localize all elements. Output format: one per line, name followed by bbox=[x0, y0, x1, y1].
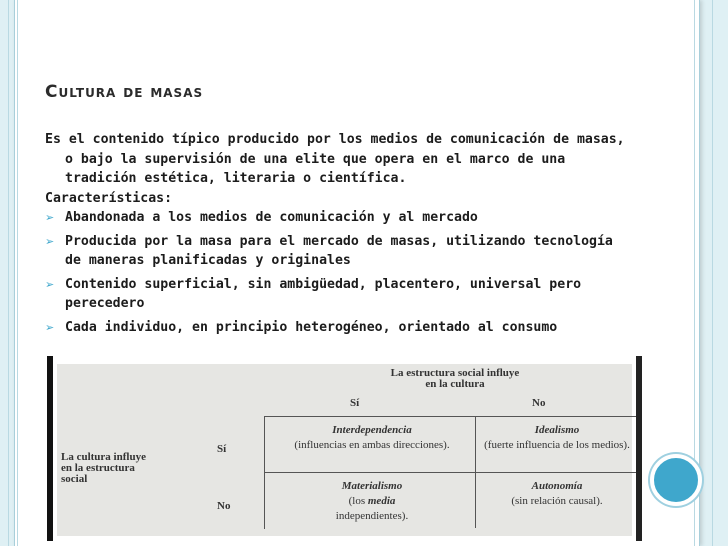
cell-interdependencia: Interdependencia (influencias en ambas direcciones). bbox=[294, 424, 450, 451]
intro-paragraph: Es el contenido típico producido por los medios de comunicación de masas, o bajo la supervisión de una elite que opera en el marco de una tradición estética, literaria o científica. bbox=[45, 132, 625, 186]
decorative-line bbox=[712, 0, 713, 546]
cell-materialismo: Materialismo (los media independientes). bbox=[335, 480, 409, 522]
arrow-bullet-icon: ➢ bbox=[45, 320, 55, 334]
figure-grid-line bbox=[264, 472, 638, 473]
slide-body bbox=[45, 130, 625, 341]
decorative-circle bbox=[650, 454, 702, 506]
decorative-line bbox=[8, 0, 9, 546]
list-item: ➢ Abandonada a los medios de comunicación y al mercado bbox=[45, 208, 625, 228]
arrow-bullet-icon: ➢ bbox=[45, 234, 55, 248]
list-item: ➢ Contenido superficial, sin ambigüedad, placentero, universal pero perecedero bbox=[45, 276, 582, 311]
decorative-line bbox=[17, 0, 18, 546]
arrow-bullet-icon: ➢ bbox=[45, 277, 55, 291]
scanned-table-figure bbox=[47, 356, 642, 541]
figure-content bbox=[57, 364, 632, 536]
row-header-si: Sí bbox=[217, 443, 227, 455]
bullet-list bbox=[45, 208, 625, 337]
cell-autonomia: Autonomía (sin relación causal). bbox=[511, 480, 603, 507]
column-header-no: No bbox=[532, 397, 546, 409]
arrow-bullet-icon: ➢ bbox=[45, 211, 55, 224]
list-item: ➢ Cada individuo, en principio heterogéneo, orientado al consumo bbox=[45, 318, 625, 338]
list-item: ➢ Producida por la masa para el mercado de masas, utilizando tecnología de maneras planificadas y originales bbox=[45, 233, 613, 268]
column-header-si: Sí bbox=[350, 397, 360, 409]
row-header-no: No bbox=[217, 500, 231, 512]
figure-grid-line bbox=[475, 416, 476, 528]
characteristics-heading: Características: bbox=[45, 190, 173, 206]
figure-column-title: La estructura social influye en la cultura bbox=[390, 367, 520, 390]
cell-idealismo: Idealismo (fuerte influencia de los medios). bbox=[484, 424, 630, 451]
slide-title: Cultura de masas bbox=[45, 82, 204, 102]
figure-row-title: La cultura influye en la estructura social bbox=[61, 451, 146, 485]
